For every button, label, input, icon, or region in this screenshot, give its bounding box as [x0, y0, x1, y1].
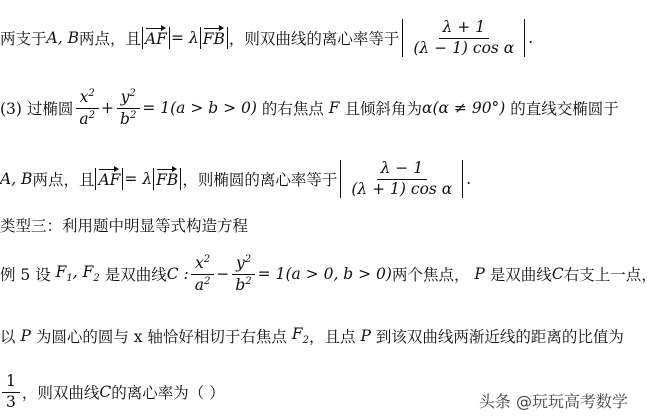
math-F2: $F_2$: [286, 325, 309, 347]
text-line-7: [0, 370, 225, 414]
fraction-denominator: (λ − 1) cos α: [413, 38, 515, 57]
math-C-colon: C :: [166, 265, 189, 283]
math-eq: = λ: [124, 170, 153, 188]
text-line-6: [0, 322, 624, 350]
fraction-numerator: 1: [2, 373, 20, 392]
text: 的离心率为（ ）: [111, 384, 225, 402]
section-heading: 类型三：利用题中明显等式构造方程: [0, 217, 249, 235]
fraction-denominator: 3: [6, 392, 16, 411]
text: 是双曲线: [489, 266, 552, 284]
math-eq: = 1(a > 0, b > 0): [257, 265, 392, 283]
watermark: [479, 389, 628, 412]
text: ，且点: [309, 328, 356, 346]
math-points: A, B: [46, 29, 79, 47]
text: 且倾斜角为: [344, 100, 423, 118]
fraction-numerator: λ − 1: [377, 160, 428, 179]
math-P: P: [355, 327, 376, 345]
text-line-4: [0, 212, 248, 238]
math-F: F: [328, 99, 340, 117]
text: 以: [0, 328, 16, 346]
fraction-x2-a2: $\frac{x^2}{a^2}$: [75, 88, 99, 127]
text: 例 5 设: [0, 266, 51, 284]
fraction-y2-b2: $\frac{y^2}{b^2}$: [116, 88, 140, 127]
text-line-1: [0, 18, 533, 58]
abs-vec-AF: AF: [95, 168, 123, 190]
text: (3) 过椭圆: [0, 100, 74, 118]
text: ，则椭圆的离心率等于: [182, 171, 338, 189]
text-line-5: 例 5 设 $F_1$, $F_2$ 是双曲线 C : $\frac{x^2}{a^2}$ − $\frac{y^2}{b^2}$ = 1(a > 0, b > 0) 两个焦点， P 是双曲线 C 右支上一点，: [0, 254, 657, 294]
abs-fraction: [340, 160, 463, 197]
text: ，则双曲线: [21, 384, 100, 402]
math-P: P: [20, 327, 31, 345]
text-line-3: [0, 158, 471, 200]
text: 两个焦点，: [391, 266, 470, 284]
text: ，则双曲线的离心率等于: [228, 30, 400, 48]
math-P: P: [474, 265, 485, 283]
text-line-2: (3) 过椭圆 $\frac{x^2}{a^2}$ + $\frac{y^2}{b^2}$ = 1(a > b > 0) 的右焦点 F 且倾斜角为 α(α ≠ 90°) 的直线交椭圆于: [0, 88, 619, 128]
text: 两点，且: [32, 171, 95, 189]
fraction-denominator: (λ + 1) cos α: [351, 179, 453, 198]
fraction-x2-a2: $\frac{x^2}{a^2}$: [191, 254, 215, 293]
text: 是双曲线: [104, 266, 167, 284]
math-foci: $F_1$, $F_2$: [50, 263, 100, 285]
math-eq: = 1(a > b > 0): [142, 99, 257, 117]
math-alpha: α(α ≠ 90°): [422, 99, 506, 117]
text: 两支于: [0, 30, 47, 48]
text: 两点，且: [78, 30, 141, 48]
text: 的右焦点: [261, 100, 324, 118]
abs-vec-FB: FB: [200, 27, 228, 49]
text: .: [466, 170, 472, 188]
fraction-y2-b2: $\frac{y^2}{b^2}$: [231, 254, 255, 293]
abs-fraction: [402, 19, 525, 56]
math-eq: = λ: [170, 29, 199, 47]
math-C: C: [99, 383, 112, 401]
text: .: [528, 29, 534, 47]
fraction-one-third: [2, 373, 20, 410]
abs-vec-AF: AF: [142, 27, 170, 49]
abs-vec-FB: FB: [153, 168, 181, 190]
fraction-numerator: λ + 1: [439, 19, 490, 38]
text: 的直线交椭圆于: [510, 100, 619, 118]
math-C: C: [551, 265, 564, 283]
watermark-text: 头条 @玩玩高考数学: [478, 392, 628, 411]
text: 右支上一点，: [563, 266, 657, 284]
text: 为圆心的圆与 x 轴恰好相切于右焦点: [35, 328, 287, 346]
math-points: A, B: [0, 170, 33, 188]
text: 到该双曲线两渐近线的距离的比值为: [375, 328, 624, 346]
